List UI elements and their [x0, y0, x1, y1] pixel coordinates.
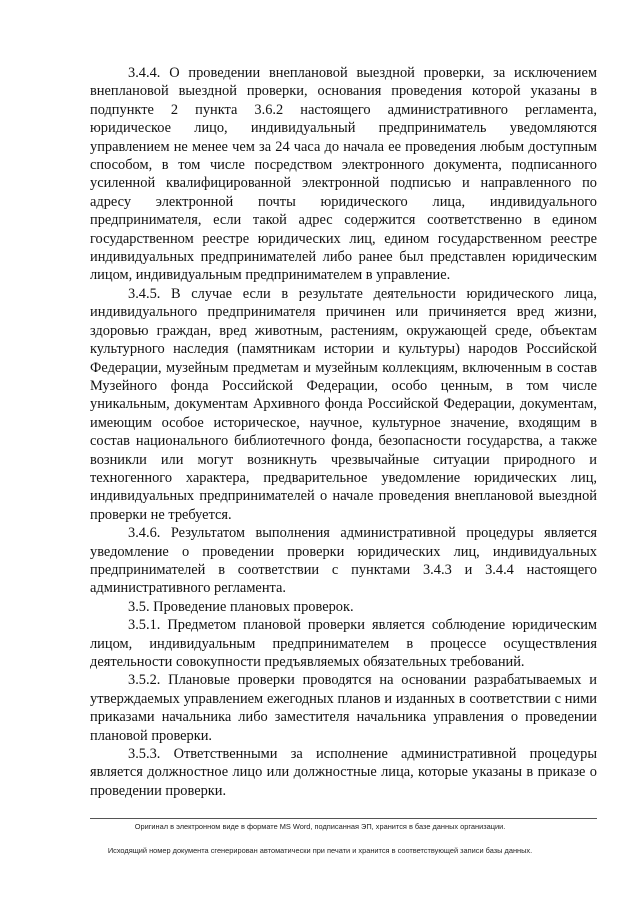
paragraph-3-5-3: 3.5.3. Ответственными за исполнение административной процедуры является должностное лицо или должностные лица, которые указаны в приказе о проведении проверки. [90, 746, 597, 799]
paragraph-3-5-2: 3.5.2. Плановые проверки проводятся на основании разрабатываемых и утверждаемых управлением ежегодных планов и изданных в соответствии с ними приказами начальника либо заместителя начальника управления о проведении плановой проверки. [90, 672, 597, 744]
paragraph-3-4-5: 3.4.5. В случае если в результате деятельности юридического лица, индивидуального предпринимателя причинен или причиняется вред жизни, здоровью граждан, вред животным, растениям, окружающей среде, объектам культурного наследия (памятникам истории и культуры) народов Российской Федерации, музейным предметам и музейным коллекциям, включенным в состав Музейного фонда Российской Федерации, особо ценным, в том числе уникальным, документам Архивного фонда Российской Федерации, документам, имеющим особое историческое, научное, культурное значение, входящим в состав национального библиотечного фонда, безопасности государства, а также возникли или могут возникнуть чрезвычайные ситуации природного и техногенного характера, предварительное уведомление юридических лиц, индивидуальных предпринимателей о начале проведения внеплановой выездной проверки не требуется. [90, 285, 597, 523]
paragraph-3-5-1: 3.5.1. Предметом плановой проверки является соблюдение юридическим лицом, индивидуальным предпринимателем в процессе осуществления деятельности совокупности предъявляемых обязательных требований. [90, 617, 597, 670]
footer-original-note: Оригинал в электронном виде в формате MS Word, подписанная ЭП, хранится в базе данных организации. [134, 822, 506, 831]
paragraph-3-5: 3.5. Проведение плановых проверок. [128, 598, 354, 615]
footer-number-note: Исходящий номер документа сгенерирован автоматически при печати и хранится в соответствующей записи базы данных. [107, 846, 533, 855]
paragraph-3-4-6: 3.4.6. Результатом выполнения административной процедуры является уведомление о проведении проверки юридических лиц, индивидуальных предпринимателей в соответствии с пунктами 3.4.3 и 3.4.4 настоящего административного регламента. [90, 525, 597, 597]
paragraph-3-4-4: 3.4.4. О проведении внеплановой выездной проверки, за исключением внеплановой выездной проверки, основания проведения которой указаны в подпункте 2 пункта 3.6.2 настоящего административного регламента, юридическое лицо, индивидуальный предприниматель уведомляются управлением не менее чем за 24 часа до начала ее проведения любым доступным способом, в том числе посредством электронного документа, подписанного усиленной квалифицированной электронной подписью и направленного по адресу электронной почты юридического лица, индивидуального предпринимателя, если такой адрес содержится соответственно в едином государственном реестре юридических лиц, едином государственном реестре индивидуальных предпринимателей либо ранее был представлен юридическим лицом, индивидуальным предпринимателем в управление. [90, 65, 597, 284]
footer-divider [90, 818, 597, 819]
document-body [90, 64, 597, 800]
